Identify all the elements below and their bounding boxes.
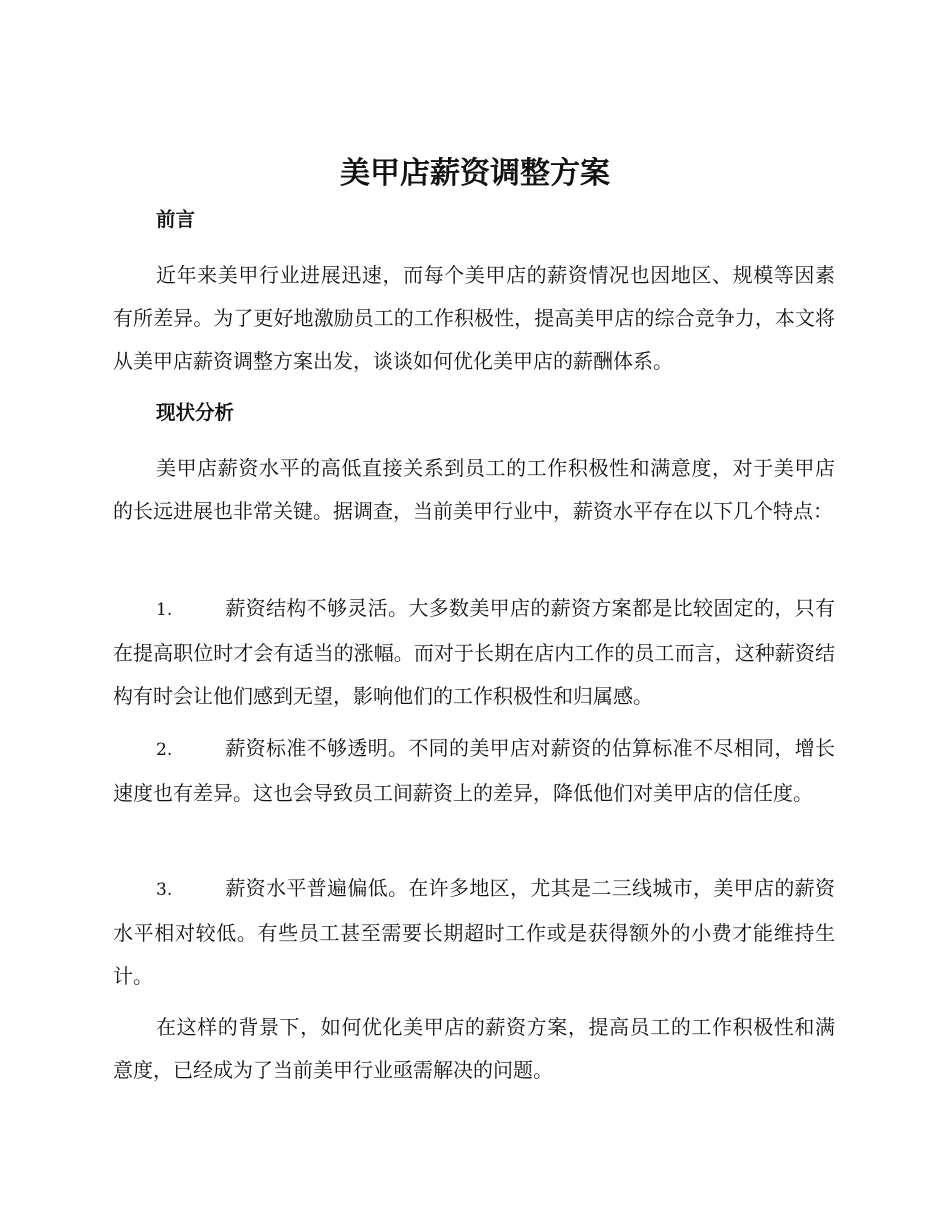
list-item-text: 薪资水平普遍偏低。在许多地区，尤其是二三线城市，美甲店的薪资水平相对较低。有些员工甚至需要长期超时工作或是获得额外的小费才能维持生计。 [113, 876, 835, 988]
list-item-text: 薪资标准不够透明。不同的美甲店对薪资的估算标准不尽相同，增长速度也有差异。这也会导致员工间薪资上的差异，降低他们对美甲店的信任度。 [113, 736, 835, 805]
list-item [113, 587, 835, 718]
section-heading-status-analysis: 现状分析 [156, 401, 235, 424]
preface-paragraph: 近年来美甲行业进展迅速，而每个美甲店的薪资情况也因地区、规模等因素有所差异。为了更好地激励员工的工作积极性，提高美甲店的综合竞争力，本文将从美甲店薪资调整方案出发，谈谈如何优化美甲店的薪酬体系。 [113, 263, 835, 373]
list-item [113, 727, 835, 815]
status-analysis-intro: 美甲店薪资水平的高低直接关系到员工的工作积极性和满意度，对于美甲店的长远进展也非常关键。据调查，当前美甲行业中，薪资水平存在以下几个特点： [113, 456, 835, 523]
list-item-number: 1. [156, 600, 173, 620]
list-item [113, 867, 835, 998]
conclusion-paragraph: 在这样的背景下，如何优化美甲店的薪资方案，提高员工的工作积极性和满意度，已经成为了当前美甲行业亟需解决的问题。 [113, 1015, 835, 1082]
list-item-number: 3. [156, 880, 173, 900]
section-heading-preface: 前言 [156, 208, 196, 231]
list-item-text: 薪资结构不够灵活。大多数美甲店的薪资方案都是比较固定的，只有在提高职位时才会有适当的涨幅。而对于长期在店内工作的员工而言，这种薪资结构有时会让他们感到无望，影响他们的工作积极性和归属感。 [113, 596, 835, 708]
list-item-number: 2. [156, 740, 173, 760]
document-title: 美甲店薪资调整方案 [340, 156, 610, 191]
